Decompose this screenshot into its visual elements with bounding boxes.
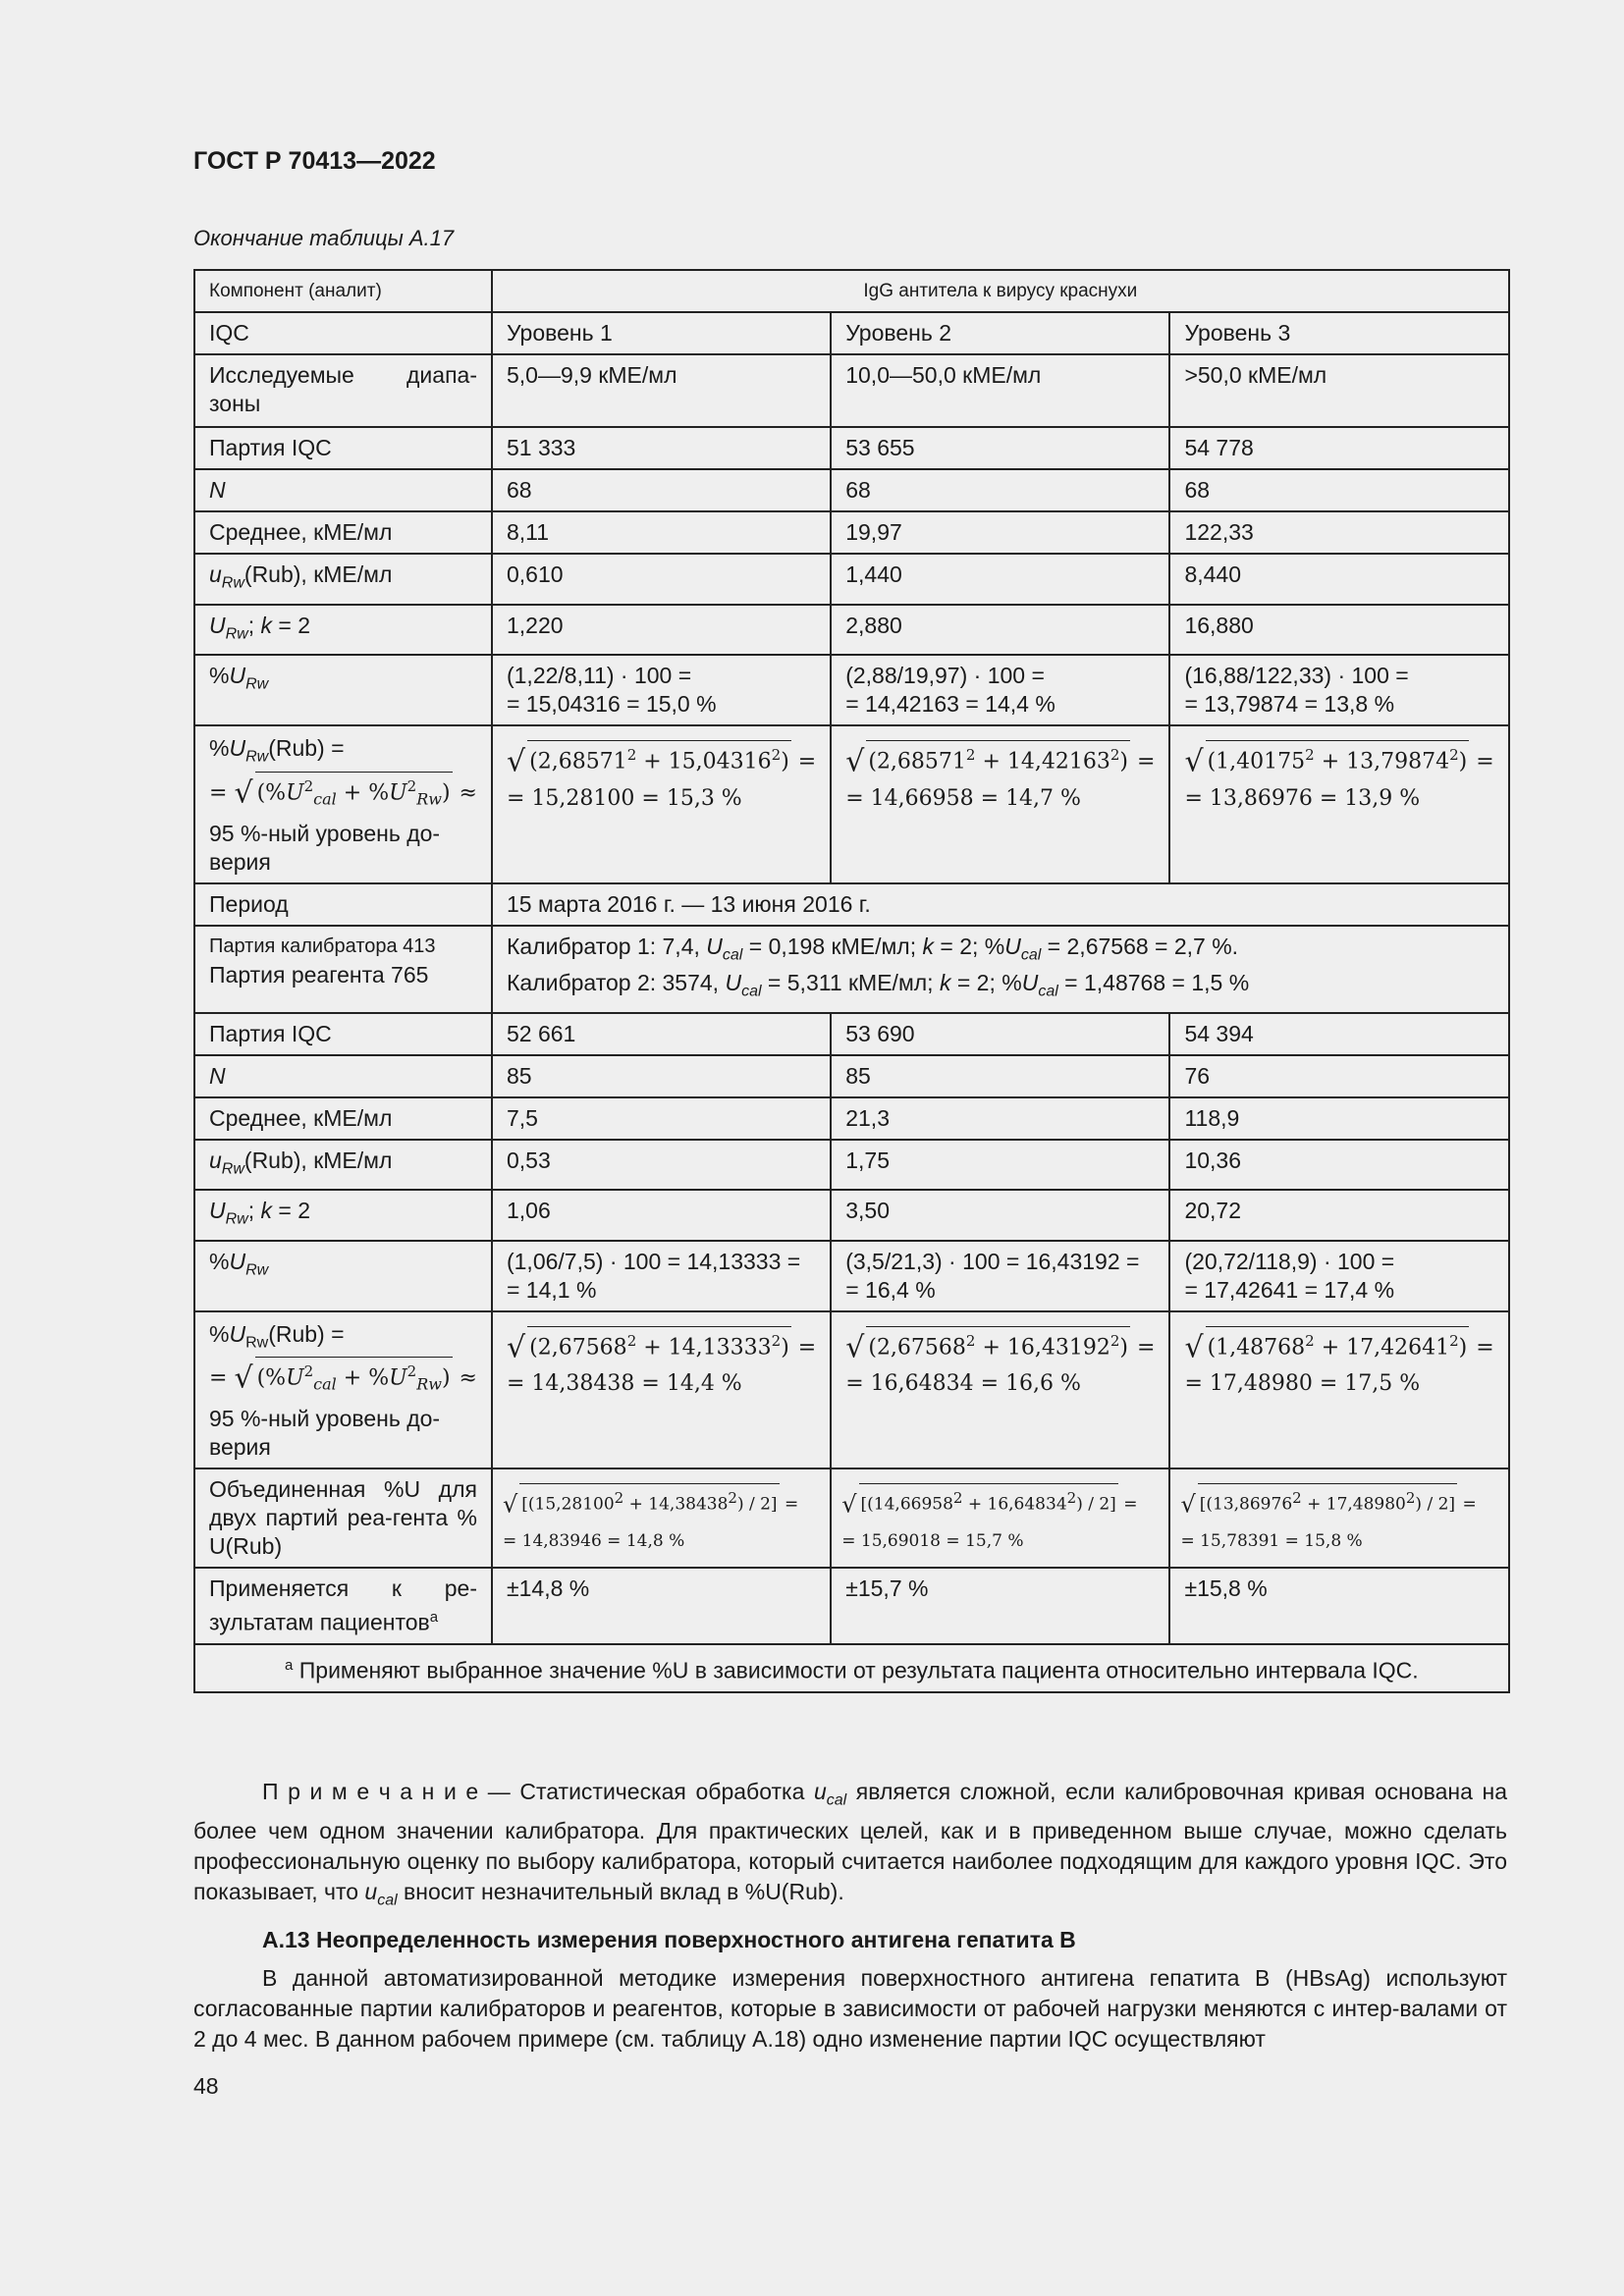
row-lot [194, 427, 1509, 469]
cell-value: 51 333 [492, 427, 831, 469]
cell-label: Применяется к ре-зультатам пациентов$^a$ [194, 1568, 492, 1644]
cell-formula: √ $(2,68571^2 + 15,04316^2)$ = = 15,28100 = 15,3 % [492, 725, 831, 882]
cell-formula: √ $[(13,86976^2 + 17,48980^2) / 2]$ = = 15,78391 = 15,8 % [1169, 1468, 1508, 1568]
row-urw [194, 1140, 1509, 1191]
cell-value: 7,5 [492, 1097, 831, 1140]
cell-label: Исследуемые диапа-зоны [194, 354, 492, 427]
row-pooled-u [194, 1468, 1509, 1568]
cell-level: Уровень 3 [1169, 312, 1508, 354]
header-component: Компонент (аналит) [194, 270, 492, 312]
cell-formula: √ $(1,48768^2 + 17,42641^2)$ = = 17,48980 = 17,5 % [1169, 1311, 1508, 1468]
cell-label: Среднее, кМЕ/мл [194, 1097, 492, 1140]
cell-value: (1,06/7,5) · 100 = 14,13333 = = 14,1 % [492, 1241, 831, 1311]
row-Urw [194, 605, 1509, 656]
row-n [194, 1055, 1509, 1097]
cell-value: ±15,7 % [831, 1568, 1169, 1644]
cell-formula: √ $(1,40175^2 + 13,79874^2)$ = = 13,86976 = 13,9 % [1169, 725, 1508, 882]
section-heading: А.13 Неопределенность измерения поверхностного антигена гепатита В [262, 1927, 1076, 1952]
cell-value: 76 [1169, 1055, 1508, 1097]
document-header: ГОСТ Р 70413—2022 [193, 147, 436, 175]
cell-level: Уровень 1 [492, 312, 831, 354]
cell-label: Объединенная %U для двух партий реа-гента % U(Rub) [194, 1468, 492, 1568]
cell-value: 0,53 [492, 1140, 831, 1191]
row-Urw [194, 1190, 1509, 1241]
cell-value: 2,880 [831, 605, 1169, 656]
cell-label: $\%U_{Rw}$ [194, 1241, 492, 1311]
cell-formula: √ $[(15,28100^2 + 14,38438^2) / 2]$ = = 14,83946 = 14,8 % [492, 1468, 831, 1568]
cell-value: 118,9 [1169, 1097, 1508, 1140]
cell-value: 1,75 [831, 1140, 1169, 1191]
row-combined-u [194, 1311, 1509, 1468]
cell-value: 3,50 [831, 1190, 1169, 1241]
cell-value: 85 [492, 1055, 831, 1097]
row-footnote [194, 1644, 1509, 1692]
cell-label: $u_{Rw}(Rub)$, кМЕ/мл [194, 554, 492, 605]
row-pct-urw [194, 655, 1509, 725]
cell-label: Партия калибратора 413 Партия реагента 765 [194, 926, 492, 1013]
header-analyte: IgG антитела к вирусу краснухи [492, 270, 1509, 312]
cell-value: 68 [831, 469, 1169, 511]
table-footnote: $^a$ Применяют выбранное значение %U в зависимости от результата пациента относительно интервала IQC. [194, 1644, 1509, 1692]
cell-value: Калибратор 1: 7,4, $U_{cal} = 0,198$ кМЕ/мл; k = 2; $\%U_{cal} = 2,67568 = 2,7$ %. Калибратор 2: 3574, $U_{cal} = 5,311$ кМЕ/мл; k = 2; $\%U_{cal} = 1,48768 = 1,5$ % [492, 926, 1509, 1013]
cell-value: (3,5/21,3) · 100 = 16,43192 = = 16,4 % [831, 1241, 1169, 1311]
cell-value: 54 394 [1169, 1013, 1508, 1055]
cell-label: $\%U_{Rw}(Rub)$ = = √ $(\%U^2_{cal} + \%U^2_{Rw})$ ≈ 95 %-ный уровень до-верия [194, 1311, 492, 1468]
cell-value: (16,88/122,33) · 100 = = 13,79874 = 13,8 % [1169, 655, 1508, 725]
row-mean [194, 1097, 1509, 1140]
cell-label: Среднее, кМЕ/мл [194, 511, 492, 554]
row-iqc [194, 312, 1509, 354]
cell-label: N [194, 1055, 492, 1097]
cell-value: 8,440 [1169, 554, 1508, 605]
row-ranges [194, 354, 1509, 427]
cell-formula: √ $[(14,66958^2 + 16,64834^2) / 2]$ = = 15,69018 = 15,7 % [831, 1468, 1169, 1568]
note-paragraph: П р и м е ч а н и е — Статистическая обработка $u_{cal}$ является сложной, если калибровочная кривая основана на более чем одном значении калибратора. Для практических целей, как и в приведенном выше случае, можно сделать профессиональную оценку по выбору калибратора, который считается наиболее подходящим для каждого уровня IQC. Это показывает, что $u_{cal}$ вносит незначительный вклад в %U(Rub). [193, 1779, 1507, 1909]
section-paragraph: В данной автоматизированной методике измерения поверхностного антигена гепатита В (HBsAg) используют согласованные партии калибраторов и реагентов, которые в зависимости от рабочей нагрузки меняются с интер-валами от 2 до 4 мес. В данном рабочем примере (см. таблицу А.18) одно изменение партии IQC осуществляют [193, 1965, 1507, 2052]
table-a17 [193, 269, 1510, 1693]
row-period [194, 883, 1509, 926]
cell-label: Период [194, 883, 492, 926]
cell-formula: √ $(2,68571^2 + 14,42163^2)$ = = 14,66958 = 14,7 % [831, 725, 1169, 882]
cell-value: ±14,8 % [492, 1568, 831, 1644]
cell-value: 54 778 [1169, 427, 1508, 469]
row-mean [194, 511, 1509, 554]
row-apply [194, 1568, 1509, 1644]
cell-value: 1,440 [831, 554, 1169, 605]
row-combined-u [194, 725, 1509, 882]
cell-value: 21,3 [831, 1097, 1169, 1140]
page-number: 48 [193, 2073, 219, 2099]
cell-value: 85 [831, 1055, 1169, 1097]
cell-label: $u_{Rw}(Rub)$, кМЕ/мл [194, 1140, 492, 1191]
cell-value: 0,610 [492, 554, 831, 605]
cell-label: IQC [194, 312, 492, 354]
cell-value: >50,0 кМЕ/мл [1169, 354, 1508, 427]
cell-value: 53 655 [831, 427, 1169, 469]
cell-value: 52 661 [492, 1013, 831, 1055]
cell-value: 19,97 [831, 511, 1169, 554]
cell-value: ±15,8 % [1169, 1568, 1508, 1644]
row-urw [194, 554, 1509, 605]
cell-value: (1,22/8,11) · 100 = = 15,04316 = 15,0 % [492, 655, 831, 725]
cell-value: 1,220 [492, 605, 831, 656]
cell-value: 68 [1169, 469, 1508, 511]
table-caption: Окончание таблицы А.17 [193, 226, 455, 250]
cell-value: 20,72 [1169, 1190, 1508, 1241]
cell-value: 68 [492, 469, 831, 511]
row-n [194, 469, 1509, 511]
cell-value: 16,880 [1169, 605, 1508, 656]
cell-label: Партия IQC [194, 1013, 492, 1055]
cell-level: Уровень 2 [831, 312, 1169, 354]
cell-value: 53 690 [831, 1013, 1169, 1055]
cell-value: 15 марта 2016 г. — 13 июня 2016 г. [492, 883, 1509, 926]
row-lot [194, 1013, 1509, 1055]
cell-label: $U_{Rw}$; k = 2 [194, 605, 492, 656]
cell-label: $U_{Rw}$; k = 2 [194, 1190, 492, 1241]
row-calibrators [194, 926, 1509, 1013]
cell-formula: √ $(2,67568^2 + 16,43192^2)$ = = 16,64834 = 16,6 % [831, 1311, 1169, 1468]
cell-value: 10,0—50,0 кМЕ/мл [831, 354, 1169, 427]
cell-value: (2,88/19,97) · 100 = = 14,42163 = 14,4 % [831, 655, 1169, 725]
row-pct-urw [194, 1241, 1509, 1311]
cell-value: 1,06 [492, 1190, 831, 1241]
cell-label: N [194, 469, 492, 511]
cell-label: Партия IQC [194, 427, 492, 469]
cell-value: (20,72/118,9) · 100 = = 17,42641 = 17,4 % [1169, 1241, 1508, 1311]
cell-label: $\%U_{Rw}(Rub)$ = = √ $(\%U^2_{cal} + \%U^2_{Rw})$ ≈ 95 %-ный уровень до-верия [194, 725, 492, 882]
cell-value: 10,36 [1169, 1140, 1508, 1191]
table-header-row [194, 270, 1509, 312]
cell-formula: √ $(2,67568^2 + 14,13333^2)$ = = 14,38438 = 14,4 % [492, 1311, 831, 1468]
cell-value: 5,0—9,9 кМЕ/мл [492, 354, 831, 427]
cell-label: $\%U_{Rw}$ [194, 655, 492, 725]
cell-value: 122,33 [1169, 511, 1508, 554]
cell-value: 8,11 [492, 511, 831, 554]
